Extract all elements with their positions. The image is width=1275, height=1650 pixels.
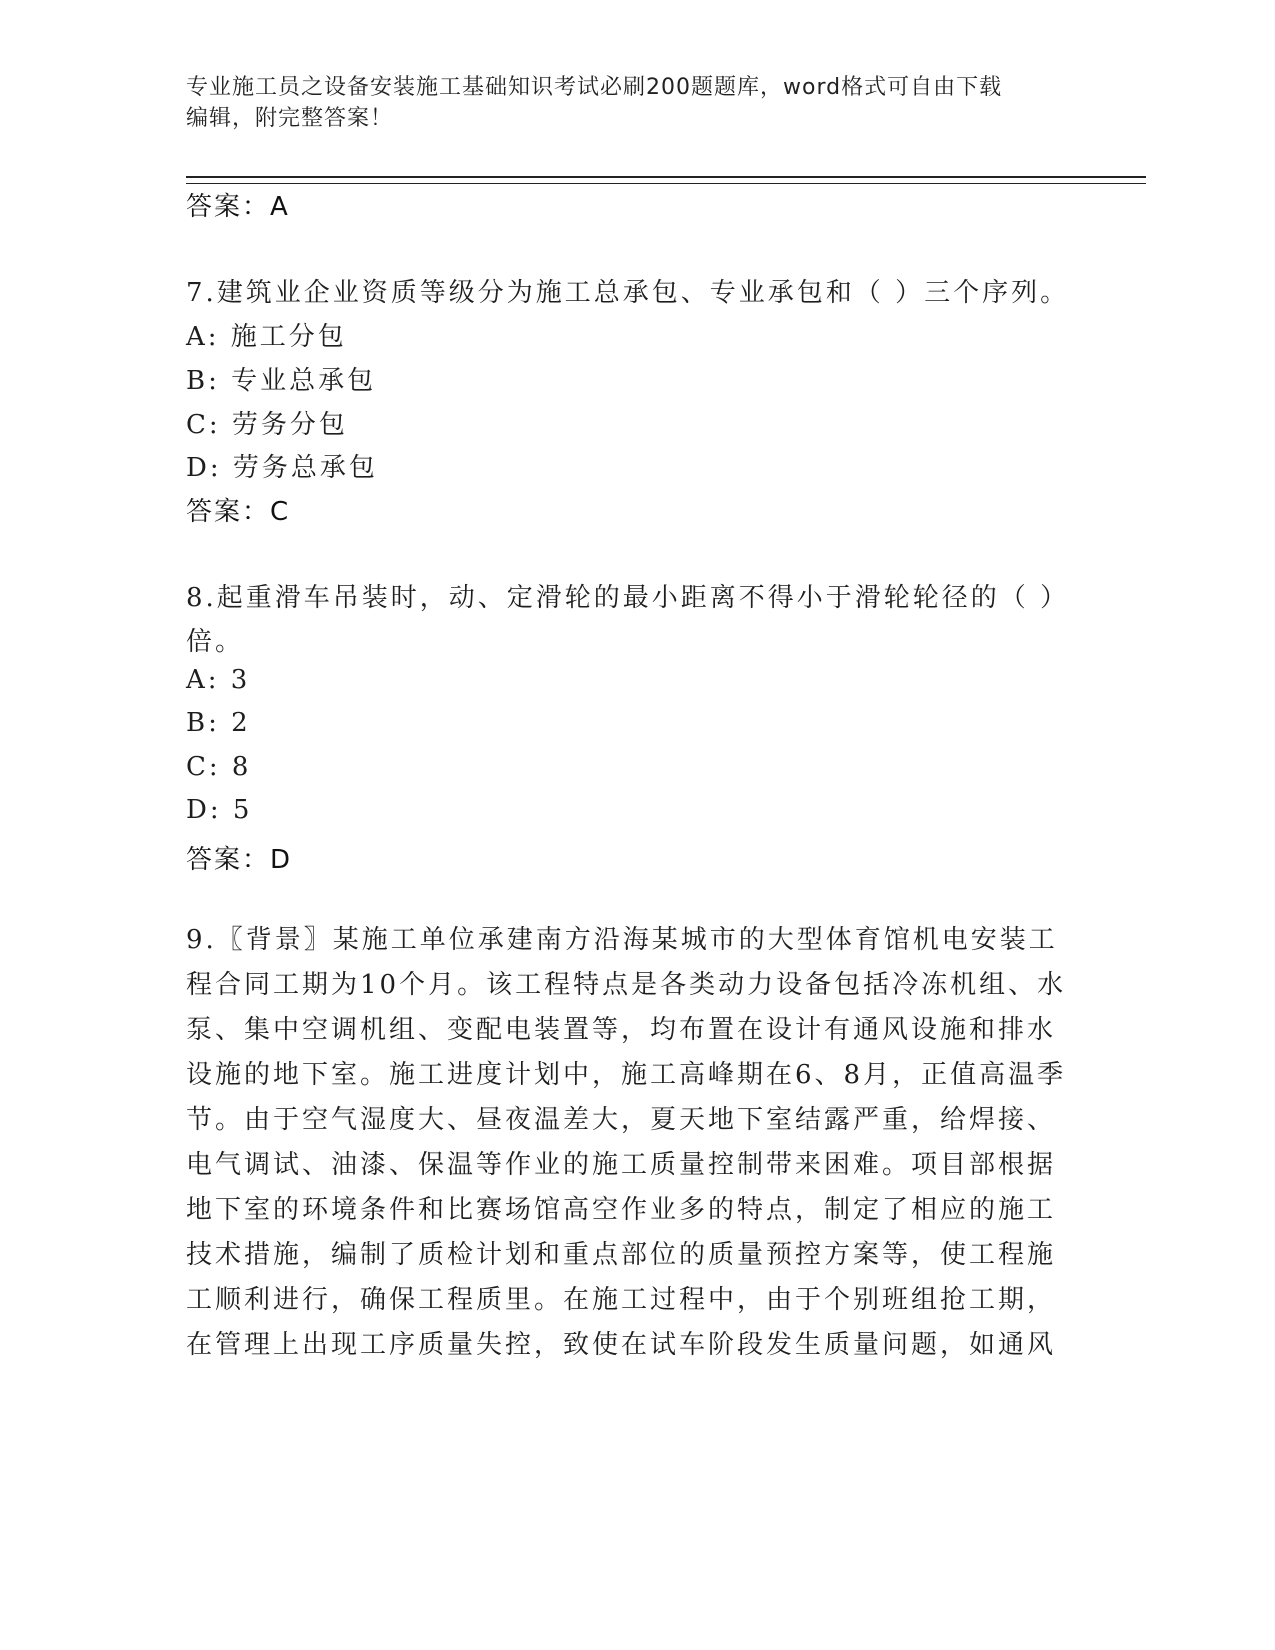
header-title-line-2: 编辑，附完整答案！ <box>186 106 394 131</box>
question-9-line: 工顺利进行，确保工程质里。在施工过程中，由于个别班组抢工期， <box>186 1285 1057 1315</box>
question-9-line: 泵、集中空调机组、变配电装置等，均布置在设计有通风设施和排水 <box>186 1015 1057 1045</box>
question-9-line: 9.〖背景〗某施工单位承建南方沿海某城市的大型体育馆机电安装工 <box>186 925 1058 955</box>
question-9-line: 在管理上出现工序质量失控，致使在试车阶段发生质量问题，如通风 <box>186 1330 1057 1360</box>
question-8-stem-line-1: 8.起重滑车吊装时，动、定滑轮的最小距离不得小于滑轮轮径的（ ） <box>186 583 1070 613</box>
question-9-line: 程合同工期为10个月。该工程特点是各类动力设备包括冷冻机组、水 <box>186 970 1067 1000</box>
previous-answer: 答案：A <box>186 192 290 222</box>
question-8-option-d: D: 5 <box>186 795 253 825</box>
question-8-option-b: B: 2 <box>186 708 251 738</box>
question-7-option-c: C: 劳务分包 <box>186 410 348 440</box>
question-7-option-d: D: 劳务总承包 <box>186 453 378 483</box>
question-8-option-a: A: 3 <box>186 665 251 695</box>
header-divider <box>186 176 1146 184</box>
question-9-background <box>186 918 1076 1368</box>
question-7-option-b: B: 专业总承包 <box>186 366 377 396</box>
question-8-stem-line-2: 倍。 <box>186 627 245 657</box>
question-9-line: 节。由于空气湿度大、昼夜温差大，夏天地下室结露严重，给焊接、 <box>186 1105 1057 1135</box>
header-title-line-1: 专业施工员之设备安装施工基础知识考试必刷200题题库，word格式可自由下载 <box>186 75 1003 100</box>
question-7-stem: 7.建筑业企业资质等级分为施工总承包、专业承包和（ ）三个序列。 <box>186 278 1070 308</box>
document-header <box>186 72 1066 134</box>
question-9-line: 技术措施，编制了质检计划和重点部位的质量预控方案等，使工程施 <box>186 1240 1057 1270</box>
question-9-line: 设施的地下室。施工进度计划中，施工高峰期在6、8月，正值高温季 <box>186 1060 1067 1090</box>
question-7-answer: 答案：C <box>186 497 291 527</box>
question-7-option-a: A: 施工分包 <box>186 322 347 352</box>
question-8-answer: 答案：D <box>186 845 293 875</box>
question-9-line: 电气调试、油漆、保温等作业的施工质量控制带来困难。项目部根据 <box>186 1150 1057 1180</box>
question-9-line: 地下室的环境条件和比赛场馆高空作业多的特点，制定了相应的施工 <box>186 1195 1057 1225</box>
question-8-option-c: C: 8 <box>186 752 252 782</box>
